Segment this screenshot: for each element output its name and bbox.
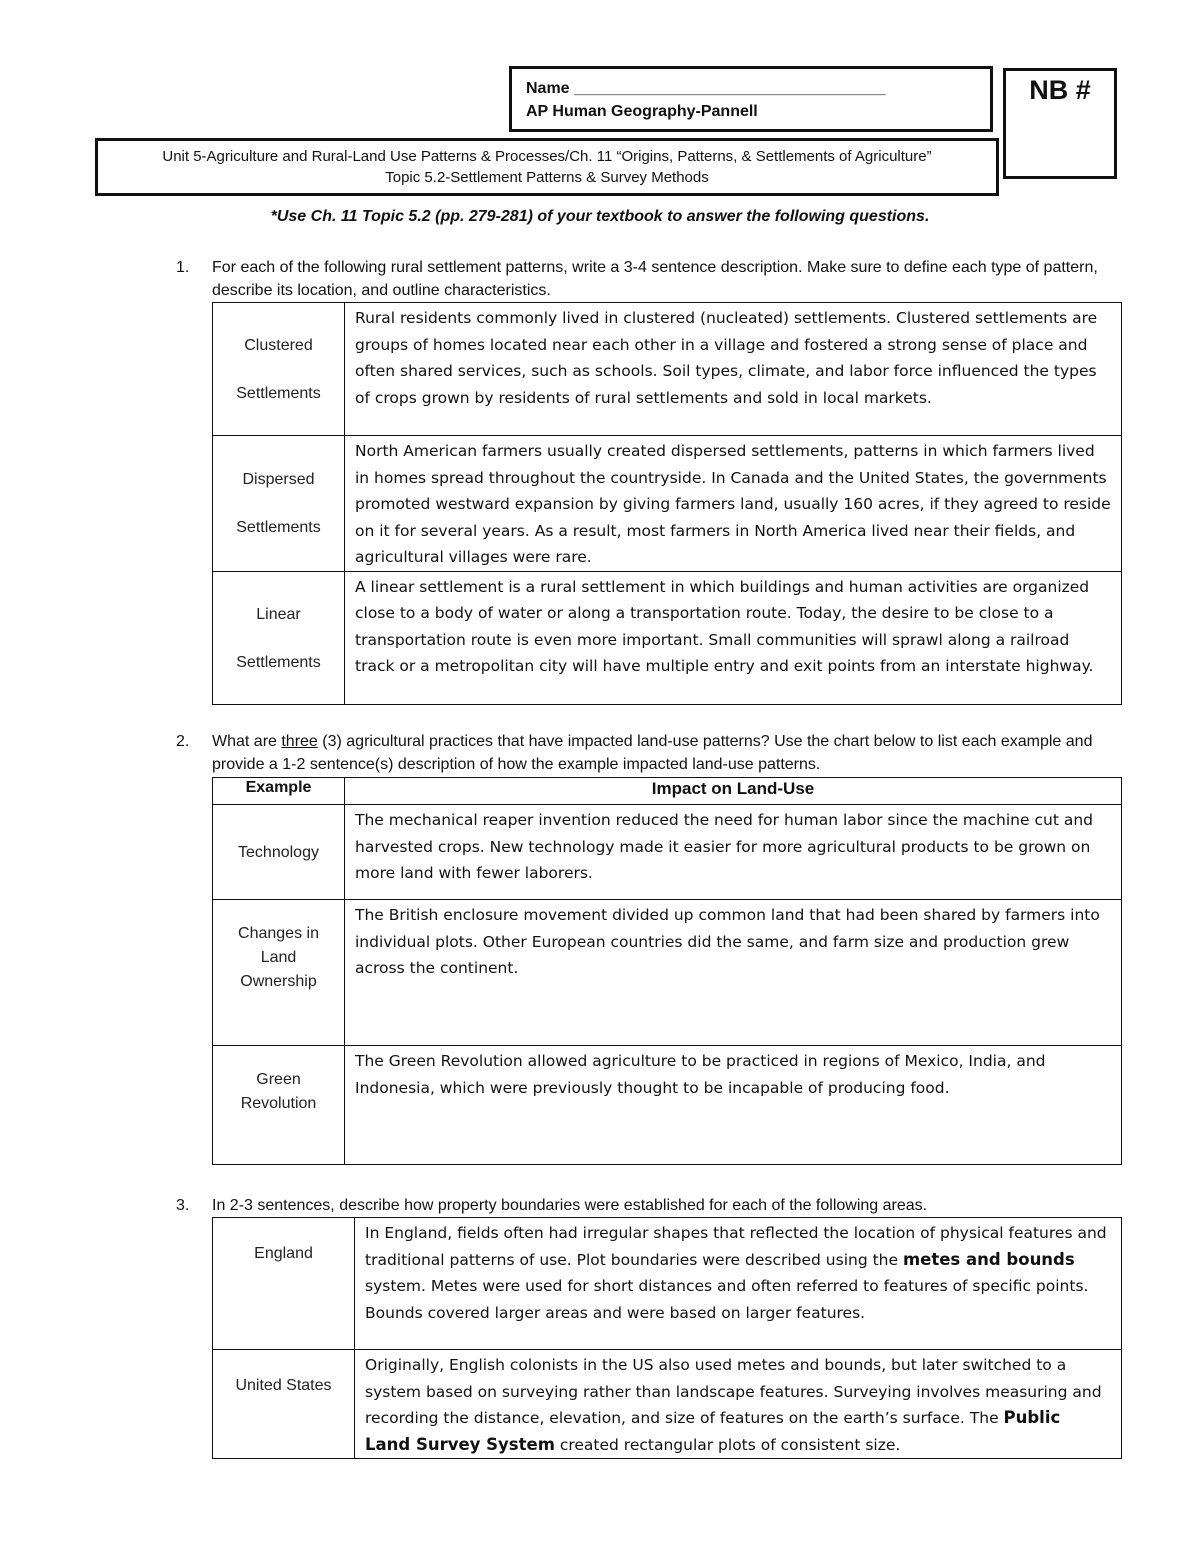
answer-text: system. Metes were used for short distances and often referred to features of specific points. Bounds covered larger areas and were based on larger features. [365,1277,1089,1322]
question-number: 3. [176,1197,190,1214]
row-label [213,436,345,572]
label-line: Linear [256,605,301,623]
table-row [213,805,1122,900]
unit-title-box [95,138,999,196]
answer-cell[interactable] [355,1350,1122,1459]
column-header-example: Example [213,778,345,805]
property-boundaries-table [212,1217,1122,1459]
table-row [213,1046,1122,1165]
answer-cell[interactable]: The British enclosure movement divided up common land that had been shared by farmers into individual plots. Other European countries did the same, and farm size and production grew across the continent. [345,900,1122,1046]
answer-cell[interactable]: The Green Revolution allowed agriculture to be practiced in regions of Mexico, India, and Indonesia, which were previously thought to be incapable of producing food. [345,1046,1122,1165]
table-row [213,900,1122,1046]
row-label [213,303,345,436]
question-2 [176,730,1106,776]
column-header-impact: Impact on Land-Use [345,778,1122,805]
answer-cell[interactable]: North American farmers usually created dispersed settlements, patterns in which farmers lived in homes spread throughout the countryside. In Canada and the United States, the governments promoted westward expansion by giving farmers land, usually 160 acres, if they agreed to reside on it for several years. As a result, most farmers in North America lived near their fields, and agricultural villages were rare. [345,436,1122,572]
name-field-row[interactable] [526,77,990,100]
name-label: Name [526,80,570,97]
prompt-text: What are [212,733,282,750]
label-line: Settlements [236,385,321,402]
table-header-row [213,778,1122,805]
table-row [213,303,1122,436]
label-line: Clustered [244,337,313,354]
row-label: Technology [213,805,345,900]
nb-label: NB # [1029,75,1091,105]
row-label: England [213,1218,355,1350]
answer-cell[interactable]: Rural residents commonly lived in clustered (nucleated) settlements. Clustered settlements are groups of homes located near each other in a village and fostered a strong sense of place and often shared services, such as schools. Soil types, climate, and labor force influenced the types of crops grown by residents of rural settlements and sold in local markets. [345,303,1122,436]
notebook-number-box [1003,68,1117,179]
instruction: *Use Ch. 11 Topic 5.2 (pp. 279-281) of your textbook to answer the following questions. [270,208,930,225]
question-3 [176,1194,1106,1217]
label-line: Settlements [236,519,321,537]
table-row [213,571,1122,704]
course-title: AP Human Geography-Pannell [526,103,758,120]
prompt-text: (3) agricultural practices that have impacted land-use patterns? Use the chart below to list each example and provide a 1-2 sentence(s) description of how the example impacted land-use patterns. [212,733,1093,773]
question-number: 1. [176,259,190,276]
answer-text: In England, fields often had irregular shapes that reflected the location of physical features and traditional patterns of use. Plot boundaries were described using the [365,1224,1107,1269]
question-number: 2. [176,733,190,750]
question-prompt: In 2-3 sentences, describe how property boundaries were established for each of the following areas. [212,1197,928,1214]
question-prompt [212,730,1106,776]
label-line: Settlements [236,653,321,671]
settlement-patterns-table [212,302,1122,705]
table-row [213,436,1122,572]
label-line: Dispersed [242,471,315,489]
name-line[interactable]: ___________________________________ [574,80,886,97]
name-box [509,66,993,132]
table-row [213,1350,1122,1459]
question-prompt: For each of the following rural settlement patterns, write a 3-4 sentence description. Make sure to define each type of pattern, describe its location, and outline characteristics. [212,259,1098,299]
question-1 [176,256,1106,302]
row-label [213,571,345,704]
key-term: Public Land Survey System [365,1408,1061,1454]
unit-line: Unit 5-Agriculture and Rural-Land Use Patterns & Processes/Ch. 11 “Origins, Patterns, & Settlements of Agriculture” [162,148,932,165]
answer-cell[interactable] [355,1218,1122,1350]
row-label: United States [213,1350,355,1459]
answer-cell[interactable]: The mechanical reaper invention reduced the need for human labor since the machine cut and harvested crops. New technology made it easier for more agricultural products to be grown on more land with fewer laborers. [345,805,1122,900]
answer-cell[interactable]: A linear settlement is a rural settlement in which buildings and human activities are organized close to a body of water or along a transportation route. Today, the desire to be close to a transportation route is even more important. Small communities will sprawl along a railroad track or a metropolitan city will have multiple entry and exit points from an interstate highway. [345,571,1122,704]
topic-line: Topic 5.2-Settlement Patterns & Survey Methods [385,169,709,186]
table-row [213,1218,1122,1350]
agricultural-practices-table [212,777,1122,1165]
answer-text: created rectangular plots of consistent size. [554,1435,901,1454]
row-label: Green Revolution [213,1046,345,1165]
prompt-underlined: three [281,733,318,750]
row-label: Changes in Land Ownership [213,900,345,1046]
answer-text: Originally, English colonists in the US also used metes and bounds, but later switched to a system based on surveying rather than landscape features. Surveying involves measuring and recording the distance, elevation, and size of features on the earth’s surface. The [365,1356,1102,1427]
key-term: metes and bounds [902,1249,1075,1269]
